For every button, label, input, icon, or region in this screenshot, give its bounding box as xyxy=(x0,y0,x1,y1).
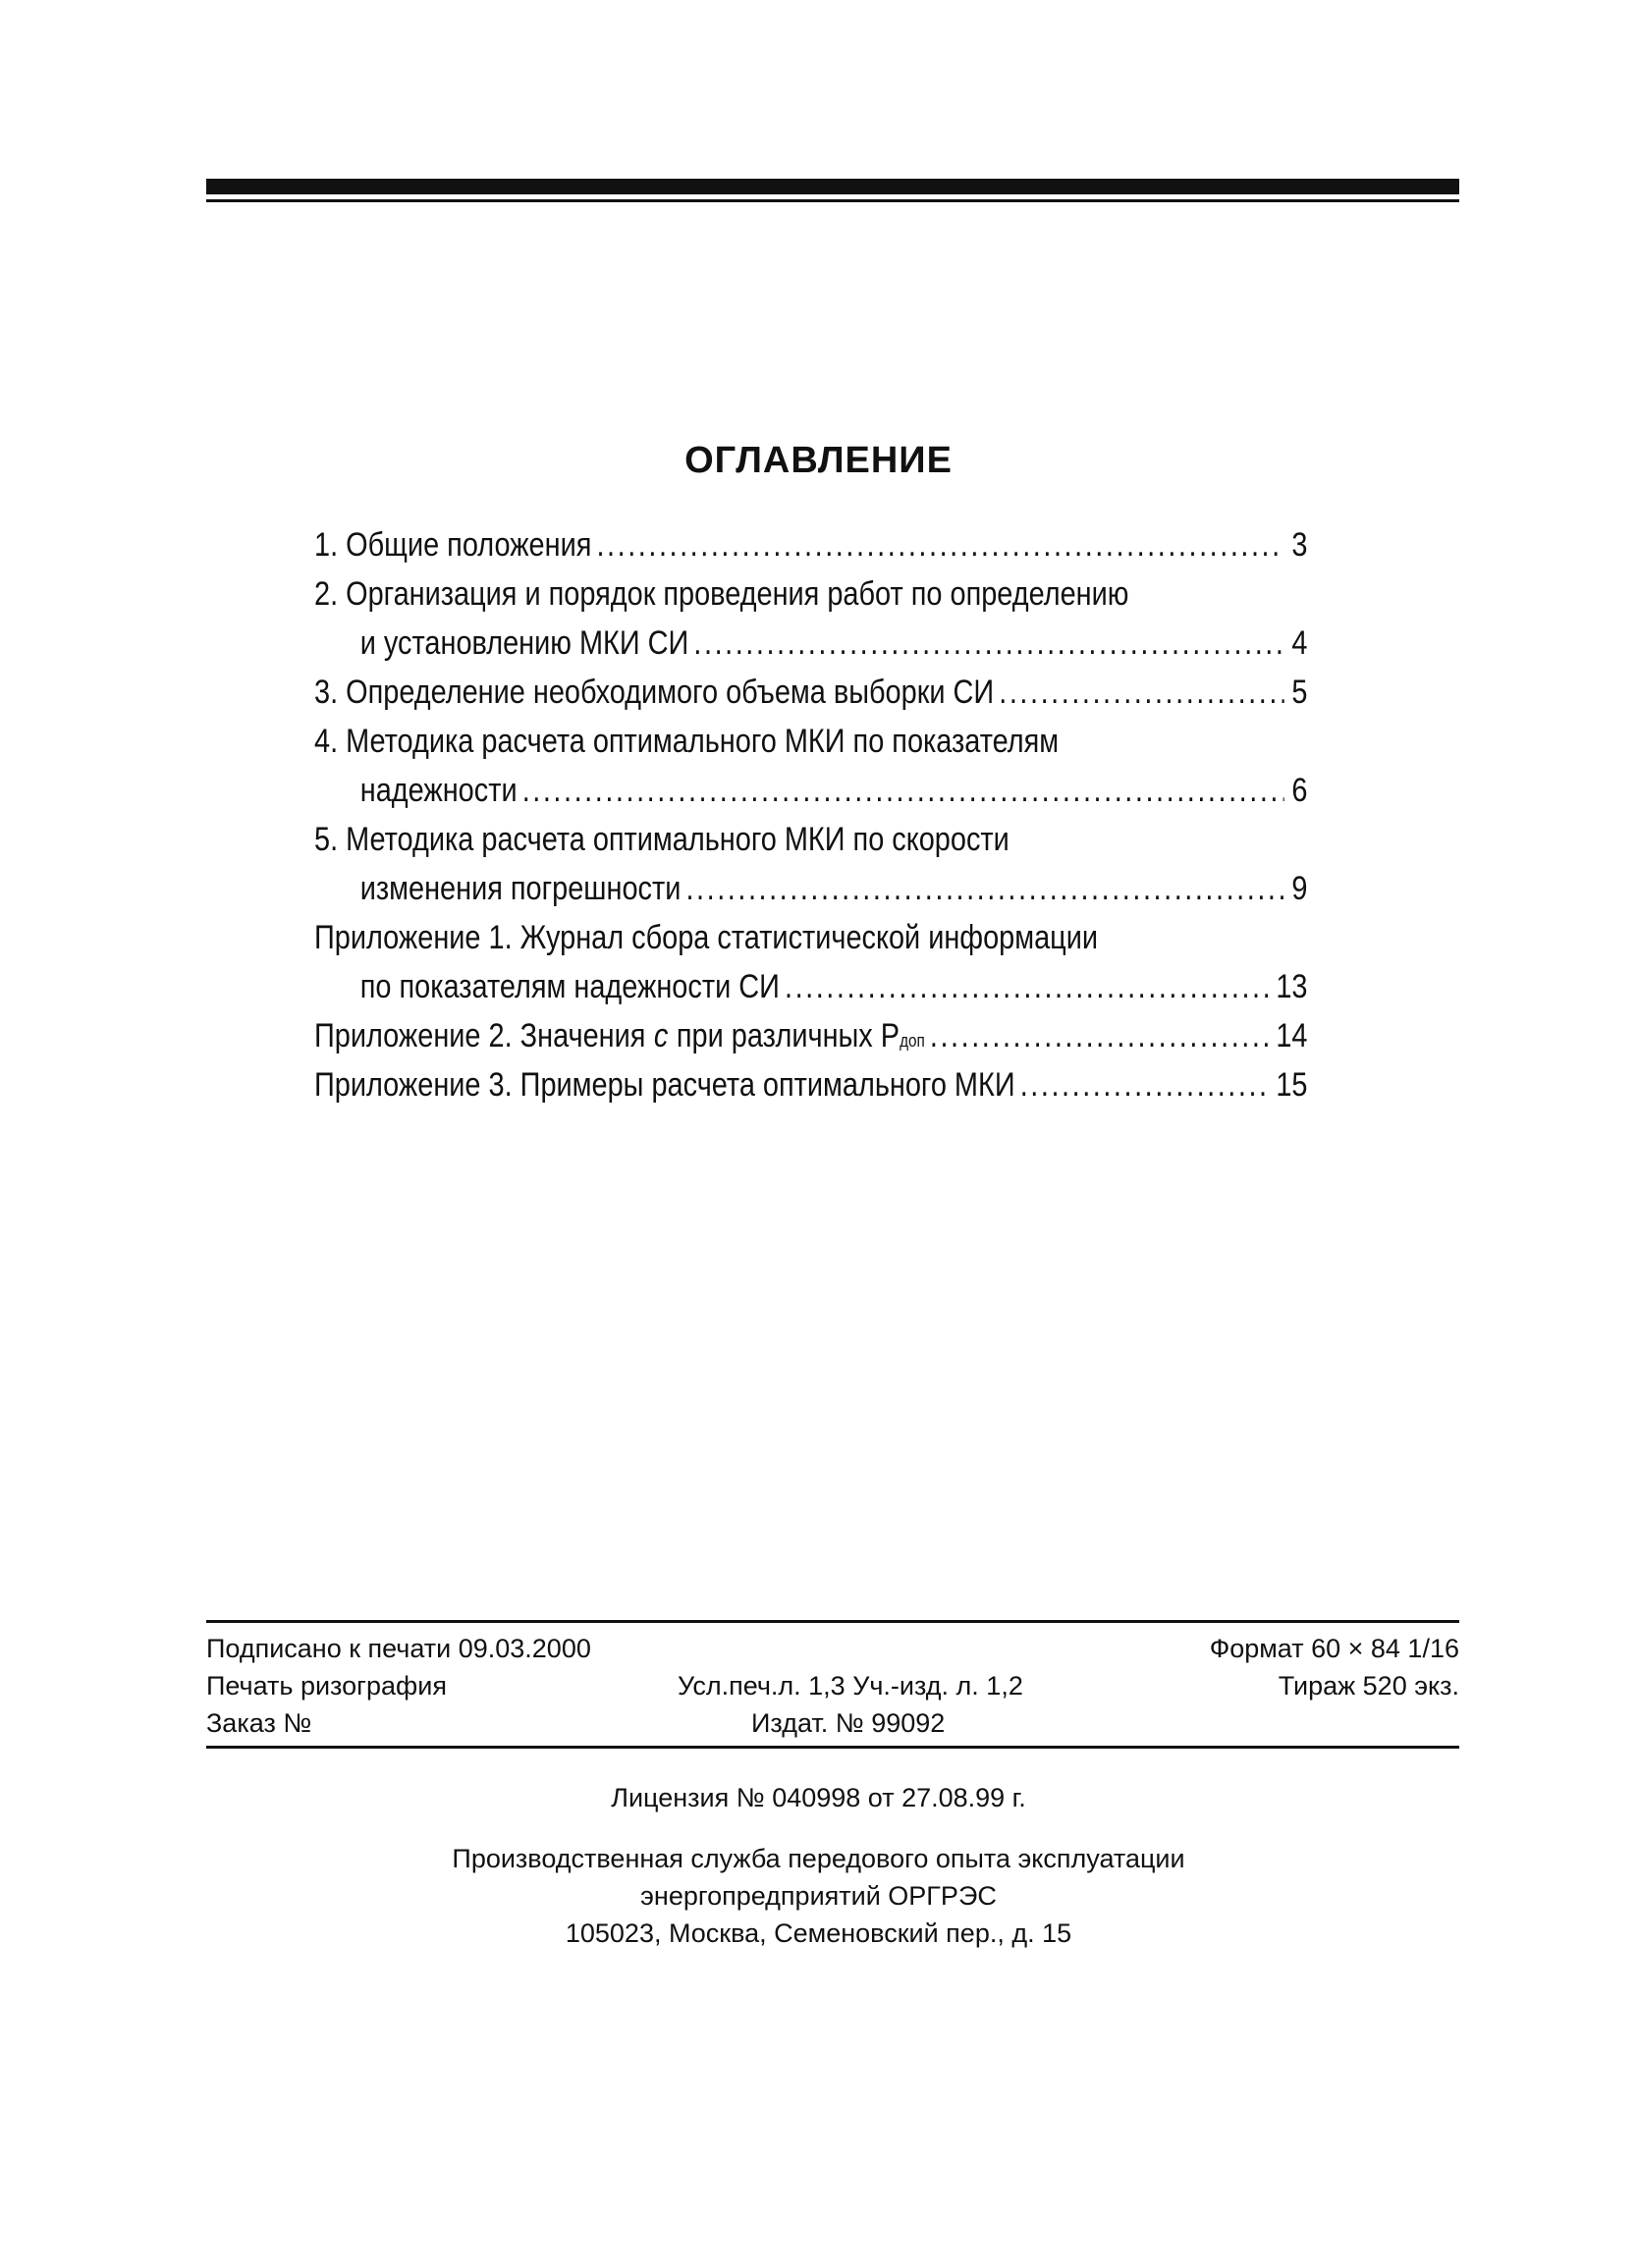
paper-format: Формат 60 × 84 1/16 xyxy=(1209,1634,1459,1663)
toc-entry-text: 1. Общие положения xyxy=(314,526,592,564)
order-number: Заказ № xyxy=(206,1708,312,1738)
toc-page-number: 5 xyxy=(1291,674,1308,711)
publisher-line-1: Производственная служба передового опыта эксплуатации xyxy=(452,1844,1185,1873)
toc-entry-5 xyxy=(314,815,1308,913)
leader-dots xyxy=(1020,1060,1272,1109)
toc-entry-text: 2. Организация и порядок проведения работ по определению xyxy=(314,575,1129,613)
leader-dots xyxy=(785,962,1271,1011)
toc-entry-text: Приложение 3. Примеры расчета оптимального МКИ xyxy=(314,1066,1015,1104)
header-rule-thick xyxy=(206,179,1459,194)
leader-dots xyxy=(685,864,1283,913)
license-line xyxy=(0,1783,1637,1820)
leader-dots xyxy=(999,668,1283,717)
print-run: Тираж 520 экз. xyxy=(1278,1671,1459,1701)
leader-dots xyxy=(522,766,1284,815)
toc-entry-text: при различных P xyxy=(676,1017,900,1054)
toc-entry-text: 4. Методика расчета оптимального МКИ по показателям xyxy=(314,723,1060,760)
publisher-address: 105023, Москва, Семеновский пер., д. 15 xyxy=(565,1918,1072,1948)
toc-entry-text: изменения погрешности xyxy=(359,870,682,907)
header-rule-thin xyxy=(206,199,1459,202)
toc-page-number: 6 xyxy=(1291,772,1308,809)
publisher-block xyxy=(0,1844,1637,1956)
toc-page-number: 9 xyxy=(1291,870,1308,907)
imprint-row-2 xyxy=(206,1671,1459,1706)
print-type: Печать ризография xyxy=(206,1671,447,1701)
publication-number: Издат. № 99092 xyxy=(751,1708,946,1738)
leader-dots xyxy=(596,520,1283,569)
imprint-rule-bottom xyxy=(206,1746,1459,1749)
toc-entry-appendix-2 xyxy=(314,1011,1308,1060)
toc-page-number: 15 xyxy=(1276,1066,1308,1104)
table-of-contents xyxy=(314,520,1308,1109)
toc-entry-appendix-3 xyxy=(314,1060,1308,1109)
toc-entry-text: и установлению МКИ СИ xyxy=(359,624,689,662)
toc-entry-1 xyxy=(314,520,1308,569)
toc-page-number: 13 xyxy=(1276,968,1308,1005)
toc-page-number: 3 xyxy=(1291,526,1308,564)
toc-entry-appendix-1 xyxy=(314,913,1308,1011)
toc-page-number: 4 xyxy=(1291,624,1308,662)
toc-page-number: 14 xyxy=(1276,1017,1308,1054)
leader-dots xyxy=(693,619,1283,668)
sheet-counts: Усл.печ.л. 1,3 Уч.-изд. л. 1,2 xyxy=(678,1671,1023,1701)
toc-entry-3 xyxy=(314,668,1308,717)
imprint-row-1 xyxy=(206,1634,1459,1669)
toc-entry-text: надежности xyxy=(359,772,518,809)
license-text: Лицензия № 040998 от 27.08.99 г. xyxy=(611,1783,1026,1812)
imprint-row-3 xyxy=(206,1708,1459,1744)
toc-entry-text: 5. Методика расчета оптимального МКИ по скорости xyxy=(314,821,1009,858)
toc-entry-text: Приложение 1. Журнал сбора статистической информации xyxy=(314,919,1099,956)
toc-entry-text: Приложение 2. Значения xyxy=(314,1017,646,1054)
toc-entry-4 xyxy=(314,717,1308,815)
symbol-c: c xyxy=(653,1017,669,1054)
toc-entry-2 xyxy=(314,569,1308,668)
leader-dots xyxy=(930,1011,1271,1060)
signed-date: Подписано к печати 09.03.2000 xyxy=(206,1634,591,1663)
toc-entry-text: по показателям надежности СИ xyxy=(359,968,780,1005)
toc-title: ОГЛАВЛЕНИЕ xyxy=(684,440,953,481)
publisher-line-2: энергопредприятий ОРГРЭС xyxy=(640,1881,997,1911)
subscript-dop: доп xyxy=(900,1031,925,1051)
toc-entry-text: 3. Определение необходимого объема выборки СИ xyxy=(314,674,995,711)
imprint-rule-top xyxy=(206,1620,1459,1623)
